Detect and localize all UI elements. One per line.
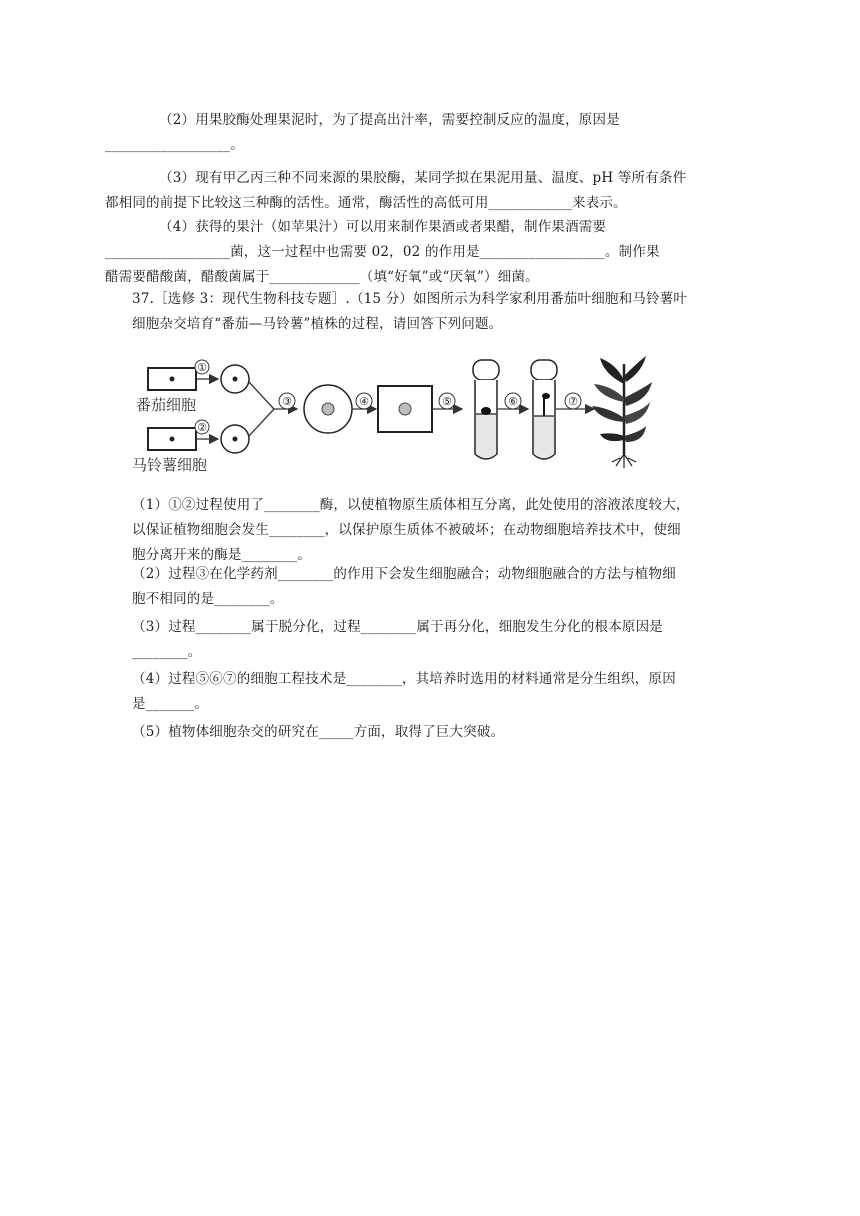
subquestion-2-line-2: 胞不相同的是________。: [132, 591, 284, 607]
subquestion-1-line-3: 胞分离开来的酶是________。: [132, 547, 311, 563]
potato-cell: [148, 428, 196, 450]
tomato-cell: [148, 368, 196, 390]
subquestion-2: [132, 562, 732, 612]
subquestion-2-line-1: （2）过程③在化学药剂________的作用下会发生细胞融合；动物细胞融合的方法与植物细: [132, 566, 676, 582]
potato-protoplast: [221, 425, 249, 453]
question-4-line-1: （4）获得的果汁（如苹果汁）可以用来制作果酒或者果醋，制作果酒需要: [159, 219, 607, 235]
step-label-3: ③: [282, 395, 292, 408]
potato-cell-label: 马铃薯细胞: [132, 456, 208, 474]
step-label-5: ⑤: [442, 395, 452, 408]
tomato-protoplast: [221, 365, 249, 393]
subquestion-1-line-1: （1）①②过程使用了________酶，以使植物原生质体相互分离，此处使用的溶液浓度较大，: [132, 497, 690, 513]
question-37-line-2: 细胞杂交培育“番茄—马铃薯”植株的过程，请回答下列问题。: [132, 316, 503, 332]
step-label-1: ①: [197, 361, 207, 374]
subquestion-5: [132, 720, 732, 745]
subquestion-1: [132, 493, 732, 568]
question-2: [105, 108, 732, 158]
step-label-6: ⑥: [508, 395, 518, 408]
test-tube-callus: [473, 360, 499, 459]
step-label-4: ④: [359, 395, 369, 408]
subquestion-3-line-1: （3）过程________属于脱分化，过程________属于再分化，细胞发生分化的根本原因是: [132, 619, 663, 635]
hybrid-plant: [592, 356, 652, 468]
somatic-hybridization-diagram: [132, 354, 652, 474]
question-2-line-1: （2）用果胶酶处理果泥时，为了提高出汁率，需要控制反应的温度，原因是: [159, 112, 620, 128]
step-label-2: ②: [197, 421, 207, 434]
question-3: [105, 166, 732, 216]
question-4: [105, 215, 732, 290]
subquestion-4-line-2: 是_______。: [132, 696, 209, 712]
subquestion-5-line-1: （5）植物体细胞杂交的研究在_____方面，取得了巨大突破。: [132, 724, 505, 740]
fused-protoplast: [304, 385, 352, 433]
subquestion-3: [132, 615, 732, 665]
subquestion-4: [132, 667, 732, 717]
question-4-line-2: __________________菌，这一过程中也需要 02，02 的作用是__________________。制作果: [105, 244, 660, 260]
tomato-cell-label: 番茄细胞: [136, 396, 197, 414]
subquestion-4-line-1: （4）过程⑤⑥⑦的细胞工程技术是________，其培养时选用的材料通常是分生组织，原因: [132, 671, 676, 687]
question-37-line-1: 37.［选修 3：现代生物科技专题］.（15 分）如图所示为科学家利用番茄叶细胞和马铃薯叶: [132, 291, 688, 307]
test-tube-seedling: [531, 360, 557, 459]
question-4-line-3: 醋需要醋酸菌，醋酸菌属于_____________（填“好氧”或“厌氧”）细菌。: [105, 269, 539, 285]
question-2-line-2: __________________。: [105, 137, 244, 153]
hybrid-cell: [378, 386, 432, 432]
subquestion-1-line-2: 以保证植物细胞会发生________，以保护原生质体不被破坏；在动物细胞培养技术中，使细: [132, 522, 681, 538]
question-3-line-1: （3）现有甲乙丙三种不同来源的果胶酶，某同学拟在果泥用量、温度、pH 等所有条件: [159, 170, 687, 186]
question-37-stem: [132, 287, 732, 337]
subquestion-3-line-2: ________。: [132, 644, 202, 660]
question-3-line-2: 都相同的前提下比较这三种酶的活性。通常，酶活性的高低可用____________来表示。: [105, 195, 627, 211]
step-label-7: ⑦: [568, 395, 578, 408]
